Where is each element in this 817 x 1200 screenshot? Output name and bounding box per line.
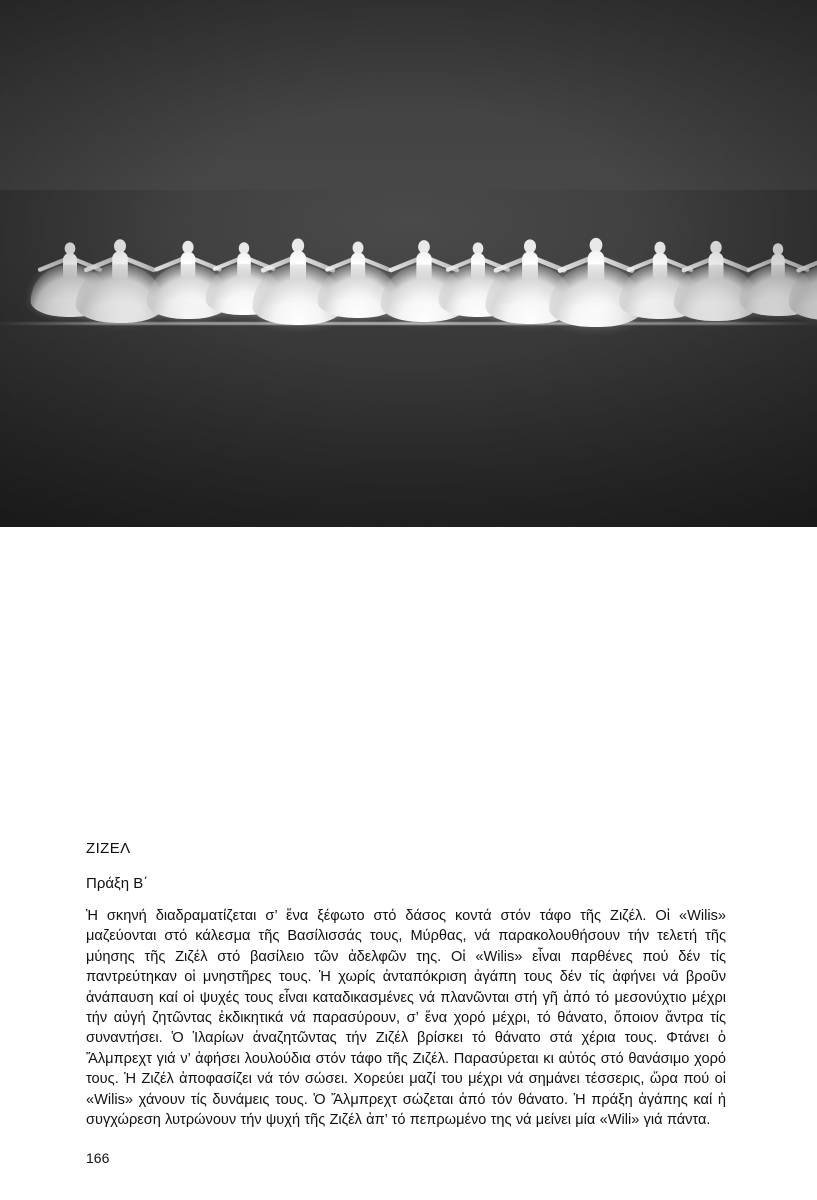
act-label: Πράξη Β΄ [86, 875, 149, 892]
body-paragraph: Ἡ σκηνή διαδραματίζεται σ’ ἕνα ξέφωτο στό δάσος κοντά στόν τάφο τῆς Ζιζέλ. Οἱ «Wilis» μαζεύονται στό κάλεσμα τῆς Βασίλισσάς τους, Μύρθας, νά παρακολουθήσουν τήν τελετή τῆς μύησης τῆς Ζιζέλ στό βασίλειο τῶν ἀδελφῶν της. Οἱ «Wilis» εἶναι παρθένες πού δέν τίς παντρεύτηκαν οἱ μνηστῆρες τους. Ἡ χωρίς ἀνταπόκριση ἀγάπη τους δέν τίς ἀφήνει νά βροῦν ἀνάπαυση καί οἱ ψυχές τους εἶναι καταδικασμένες νά πλανῶνται στή γῆ ἀπό τό μεσονύχτιο μέχρι τήν αὐγή ζητῶντας ἐκδικητικά νά παρασύρουν, σ’ ἕνα χορό μέχρι, τό θάνατο, ὅποιον ἄντρα τίς συναντήσει. Ὁ Ἱλαρίων ἀναζητῶντας τήν Ζιζέλ βρίσκει τό θάνατο στά χέρια τους. Φτάνει ὁ Ἄλμπρεχτ γιά ν’ ἀφήσει λουλούδια στόν τάφο τῆς Ζιζέλ. Παρασύρεται κι αὐτός στό θανάσιμο χορό τους. Ἡ Ζιζέλ ἀποφασίζει νά τόν σώσει. Χορεύει μαζί του μέχρι νά σημάνει τέσσερις, ὥρα πού οἱ «Wilis» χάνουν τίς δυνάμεις τους. Ὁ Ἄλμπρεχτ σώζεται ἀπό τόν θάνατο. Ἡ πράξη ἀγάπης καί ἡ συγχώρεση λυτρώνουν τήν ψυχή τῆς Ζιζέλ ἀπ’ τό πεπρωμένο της νά μείνει μία «Wili» γιά πάντα. [86, 908, 726, 1129]
stage-photograph [0, 0, 817, 527]
page-text-block [86, 840, 726, 1130]
page-title: ΖΙΖΕΛ [86, 840, 131, 857]
photo-film-grain [0, 0, 817, 527]
page-number: 166 [86, 1150, 110, 1166]
